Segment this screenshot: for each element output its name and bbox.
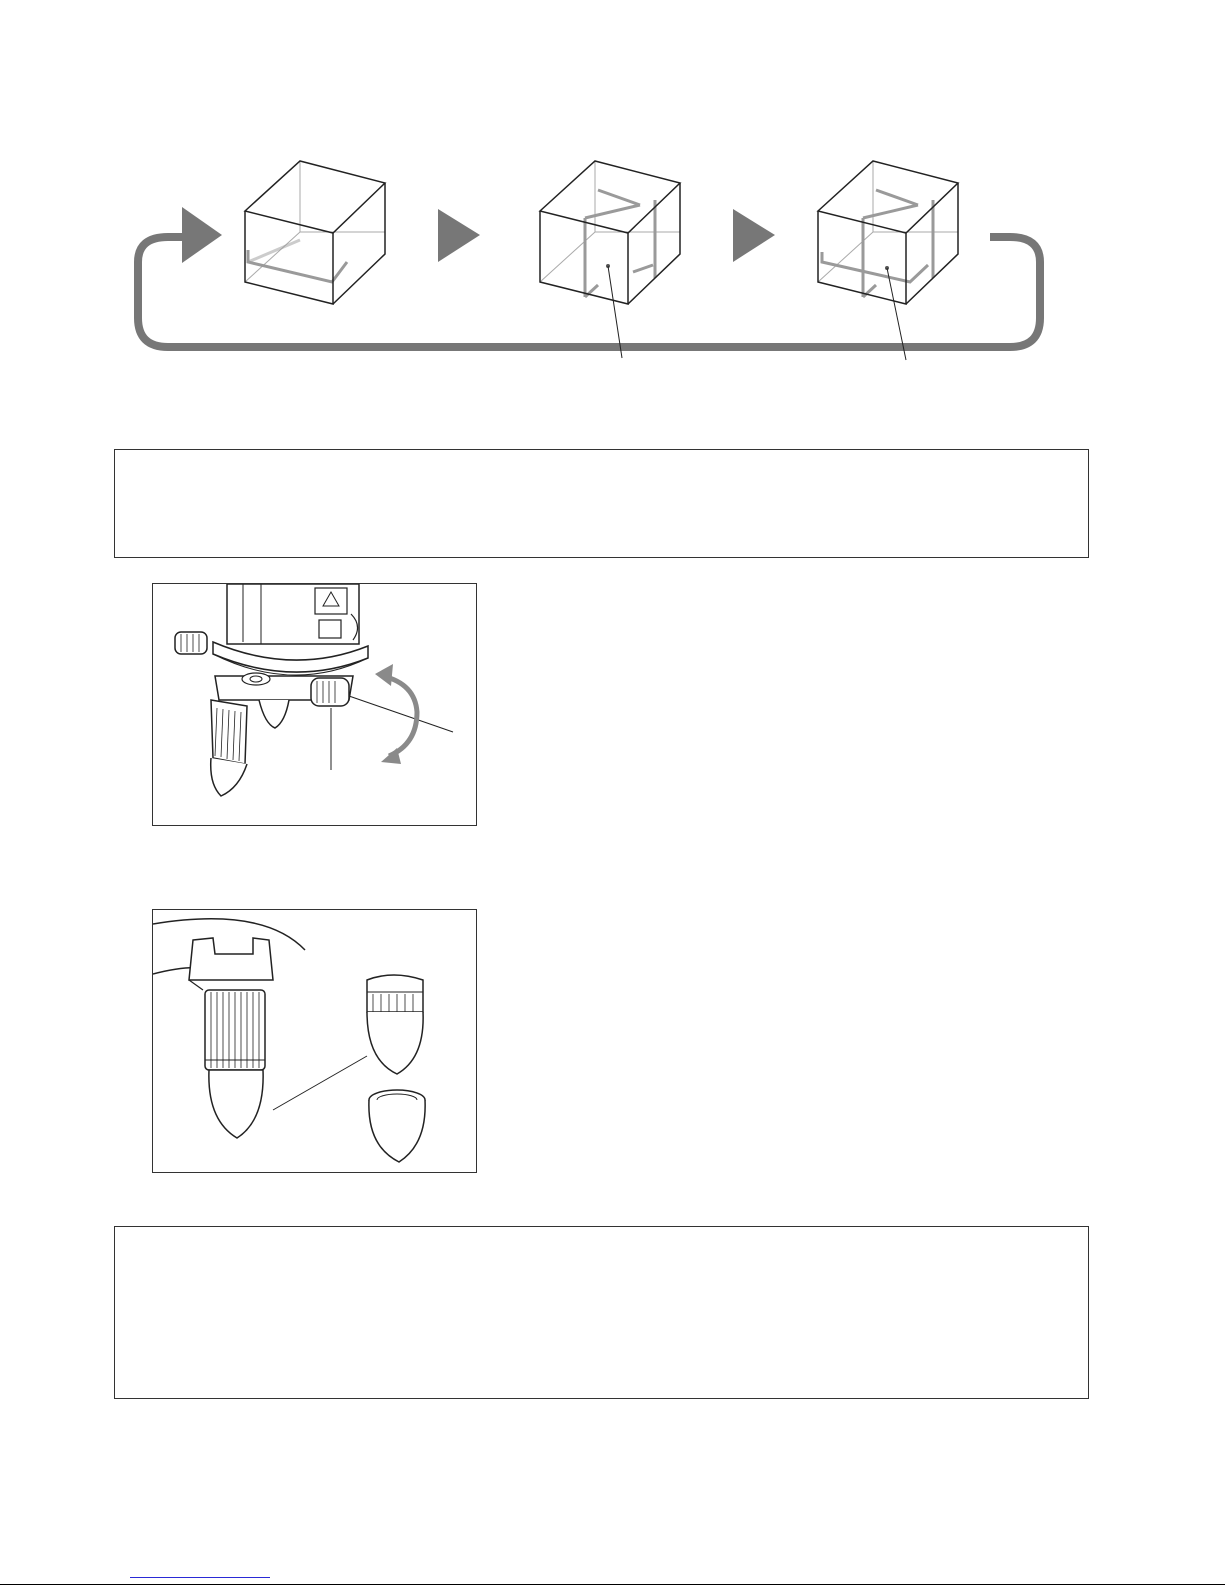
- rubber-cap-icon: [369, 1090, 425, 1162]
- laser-mode-cycle-diagram: [0, 0, 1225, 420]
- cube-mode-horizontal: [245, 161, 385, 304]
- cube-mode-vertical: [540, 161, 680, 358]
- play-arrow-icon: [733, 209, 775, 262]
- figure-tripod-foot: [152, 909, 477, 1173]
- footer-link-underline[interactable]: [130, 1577, 270, 1578]
- cycle-return-arrow-icon: [138, 207, 1040, 347]
- notice-box-bottom: [114, 1226, 1089, 1399]
- cube-mode-combined: [818, 161, 958, 360]
- play-arrow-icon: [438, 209, 480, 262]
- notice-box-top: [114, 449, 1089, 558]
- leveling-screw-illustration: [153, 584, 475, 824]
- tripod-foot-illustration: [153, 910, 475, 1171]
- rotate-arrow-icon: [375, 664, 417, 764]
- figure-leveling-screw: [152, 583, 477, 826]
